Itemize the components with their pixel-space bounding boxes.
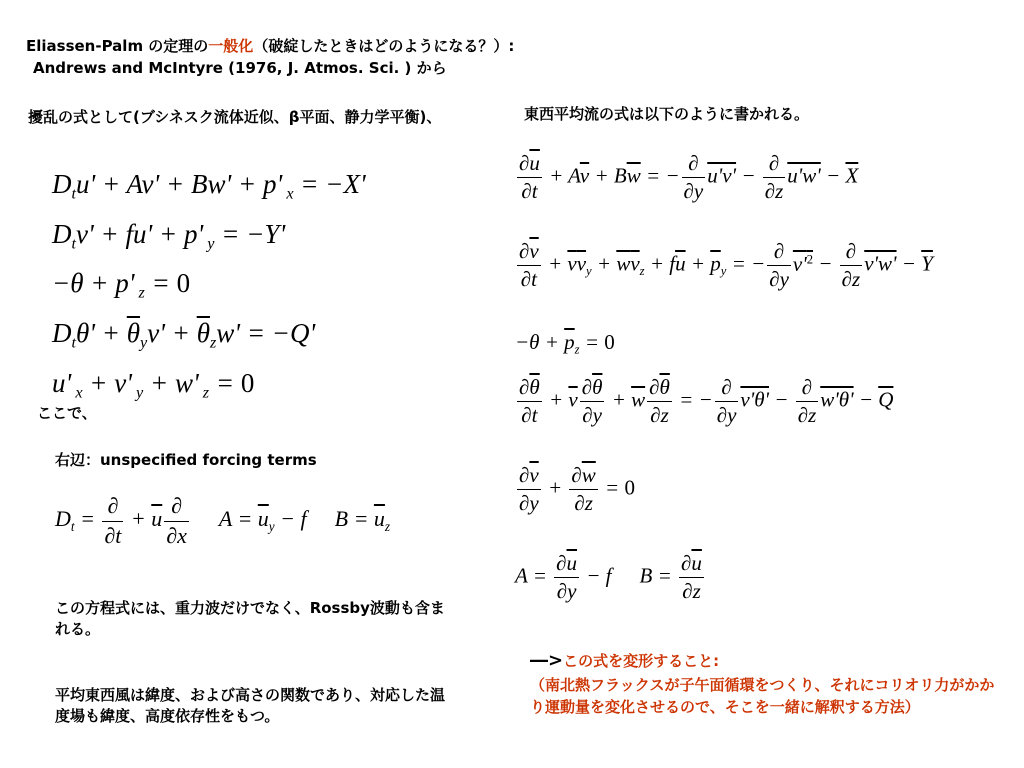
- eq-continuity: u' $_x$ + v' $_y$ + w' $_z$ = 0: [52, 367, 255, 402]
- eq-hydrostatic: −θ + p' $_z$ = 0: [52, 268, 191, 302]
- conclusion: [530, 650, 1000, 718]
- right-eq-theta: $\frac{\partial\overline{\theta}}{\partial t}$ + $\overline{v}$ $\frac{\partial\overline{\theta}}{\partial y}$ + $\overline{w}$ $\frac{\partial\overline{\theta}}{\partial z}$ = − $\frac{\partial}{\partial y}$ v'θ' − $\frac{\partial}{\partial z}$ $w'\theta' - \overline{Q}$: [519, 375, 894, 428]
- conclusion-body: （南北熱フラックスが子午面循環をつくり、それにコリオリ力がかかり運動量を変化させるので、そこを一緒に解釈する方法）: [530, 676, 995, 716]
- here-label: ここで、: [37, 404, 97, 422]
- conclusion-title: ―>この式を変形すること:: [530, 650, 720, 671]
- title-highlight: 一般化: [208, 37, 254, 55]
- definitions-equation: $D_t$ = $\frac{\partial}{\partial t}$ + $\overline{u}$ $\frac{\partial}{\partial x}$ $A = \overline{u}_y - f$ $B = \overline{u}_z$: [55, 493, 391, 548]
- right-intro: 東西平均流の式は以下のように書かれる。: [524, 105, 810, 123]
- eq-v-momentum: $D_tv' + fu' + p'$ $_y$ = −Y': [52, 218, 286, 253]
- eq-thermo: $D_t\theta' + \overline{\theta}_yv' + \overline{\theta}_zw' = -Q'$: [52, 317, 316, 352]
- title-prefix: Eliassen-Palm の定理の: [26, 37, 209, 55]
- right-eq-definitions: A = $\frac{\partial\overline{u}}{\partial y}$ − f B = $\frac{\partial\overline{u}}{\partial z}$: [515, 551, 702, 604]
- title-suffix: （破綻したときはどのようになる？）:: [253, 37, 515, 55]
- right-eq-v: $\frac{\partial\overline{v}}{\partial t}$ + $\overline{v}\overline{v}_y + \overline{w}\overline{v}_z + f\overline{u} + \overline{p}_y$ = − $\frac{\partial}{\partial y}$ $v'^2$ − $\frac{\partial}{\partial z}$ $v'w' - \overline{Y}$: [519, 239, 933, 292]
- note-rossby: この方程式には、重力波だけでなく、Rossby波動も含まれる。: [55, 599, 445, 638]
- right-eq-continuity: $\frac{\partial\overline{v}}{\partial y}$ + $\frac{\partial\overline{w}}{\partial z}$ = 0: [519, 463, 635, 516]
- rhs-note: 右辺：unspecified forcing terms: [55, 451, 317, 469]
- page-title: [26, 36, 726, 57]
- left-equations: [52, 164, 366, 412]
- eq-u-momentum: $D_tu' + Av' + Bw' + p'$ $_x$ = −X': [52, 169, 366, 203]
- right-eq-u: $\frac{\partial\overline{u}}{\partial t}$ + $A\overline{v} + B\overline{w}$ = − $\frac{\partial}{\partial y}$ u'v' − $\frac{\partial}{\partial z}$ $u'w' - \overline{X}$: [519, 151, 859, 204]
- note-mean-wind: 平均東西風は緯度、および高さの関数であり、対応した温度場も緯度、高度依存性をもつ。: [55, 686, 446, 725]
- arrow-icon: ―>: [530, 650, 564, 671]
- right-eq-hydrostatic: $-\theta + \overline{p}_z = 0$: [515, 330, 615, 357]
- reference-line: Andrews and McIntyre (1976, J. Atmos. Sci. ) から: [33, 59, 447, 77]
- left-intro: 擾乱の式として(ブシネスク流体近似、β平面、静力学平衡)、: [28, 108, 442, 126]
